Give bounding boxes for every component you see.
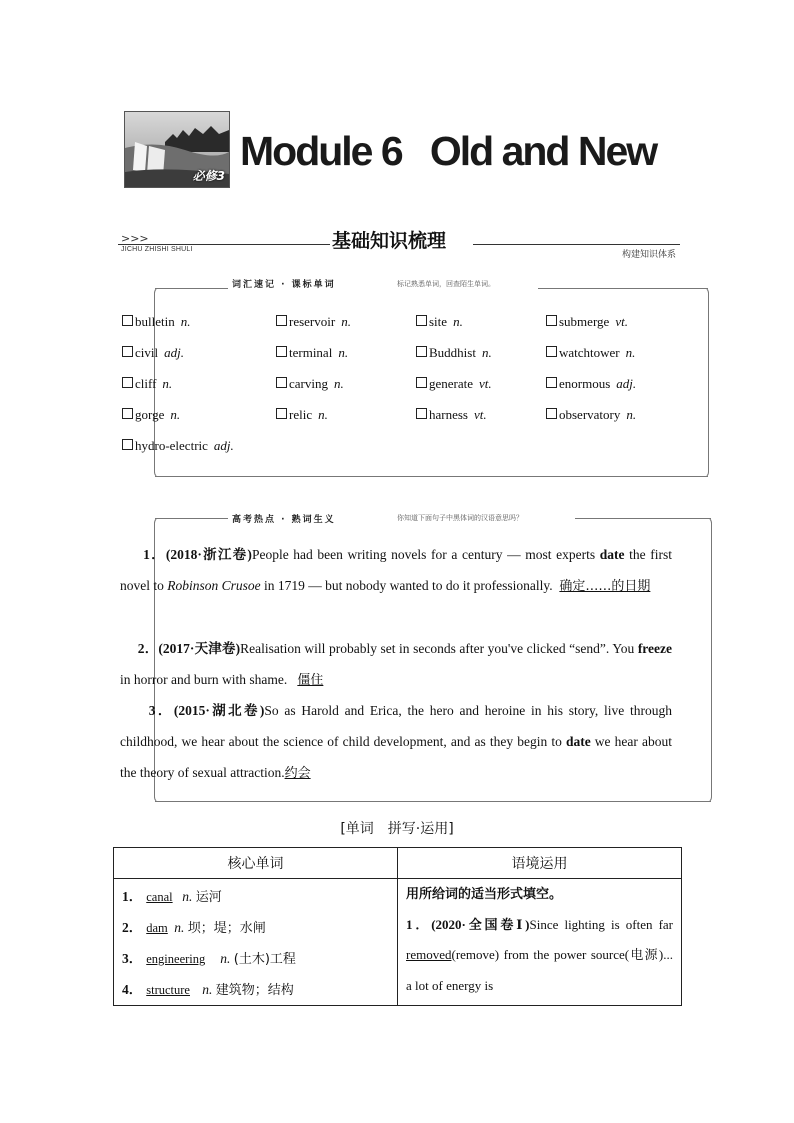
core-word-row (114, 912, 397, 943)
part-of-speech: n. (453, 314, 463, 329)
hot-note: 你知道下面句子中黑体词的汉语意思吗？ (397, 514, 523, 522)
section-pinyin: JICHU ZHISHI SHULI (121, 246, 193, 253)
item-source: (2017·天津卷) (158, 641, 241, 656)
part-of-speech: n. (481, 345, 492, 360)
bold-word: freeze (637, 641, 673, 656)
vocab-word: submerge (559, 314, 610, 329)
bold-word: date (565, 734, 591, 749)
part-of-speech: n. (318, 407, 328, 422)
row-number: 4． (122, 982, 143, 997)
part-of-speech: vt. (479, 376, 492, 391)
checkbox-icon[interactable] (416, 346, 427, 357)
part-of-speech: n. (626, 407, 637, 422)
chevron-icon: >>> (121, 232, 149, 245)
meaning: (土木)工程 (233, 952, 296, 967)
item-number: 1． (143, 547, 166, 562)
vocab-item (122, 376, 172, 392)
vocab-word: relic (289, 407, 313, 422)
part-of-speech: n. (338, 345, 349, 360)
item-answer: 僵住 (297, 673, 324, 688)
part-of-speech: n. (182, 889, 193, 904)
vocab-word: generate (429, 376, 474, 391)
row-number: 1． (122, 889, 143, 904)
part-of-speech: n. (220, 951, 231, 966)
item-source: (2018·浙江卷) (165, 547, 252, 562)
part-of-speech: n. (341, 314, 351, 329)
checkbox-icon[interactable] (416, 377, 427, 388)
checkbox-icon[interactable] (122, 315, 133, 326)
vocab-word: terminal (289, 345, 333, 360)
col-header-context: 语境运用 (398, 848, 682, 879)
item-number: 3． (148, 703, 174, 718)
vocab-word: harness (429, 407, 468, 422)
checkbox-icon[interactable] (276, 377, 287, 388)
section-right-label: 构建知识体系 (621, 250, 676, 260)
core-words-cell (114, 879, 398, 1006)
core-word: engineering (146, 952, 206, 966)
vocab-word: cliff (135, 376, 157, 391)
vocab-word: watchtower (559, 345, 620, 360)
part-of-speech: n. (180, 314, 191, 329)
checkbox-icon[interactable] (122, 377, 133, 388)
item-text: in horror and burn with shame. (120, 672, 288, 687)
vocab-item (416, 314, 463, 330)
checkbox-icon[interactable] (276, 408, 287, 419)
col-header-core: 核心单词 (114, 848, 398, 879)
part-of-speech: n. (202, 982, 213, 997)
part-of-speech: n. (333, 376, 344, 391)
item-text: People had been writing novels for a century — most experts (251, 547, 600, 562)
part-of-speech: n. (174, 920, 185, 935)
vocab-word: reservoir (289, 314, 336, 329)
ctx-zh: 电源 (629, 948, 659, 963)
vocab-item (276, 314, 351, 330)
ctx-text: )... a lot of energy is (406, 947, 673, 993)
part-of-speech: n. (162, 376, 173, 391)
item-number: 2． (137, 641, 159, 656)
italic-title: Robinson Crusoe (167, 578, 261, 593)
vocab-word: gorge (135, 407, 165, 422)
vocab-item (276, 376, 344, 392)
vocab-item (416, 345, 492, 361)
context-instruction: 用所给词的适当形式填空。 (406, 887, 563, 902)
vocab-item (546, 345, 635, 361)
part-of-speech: vt. (474, 407, 487, 422)
hot-item-1 (120, 539, 672, 602)
section-title: 基础知识梳理 (332, 230, 447, 252)
vocab-item (546, 314, 628, 330)
vocab-word: Buddhist (429, 345, 476, 360)
ctx-text: Since lighting is often far (529, 917, 673, 932)
vocab-item (122, 314, 190, 330)
checkbox-icon[interactable] (416, 408, 427, 419)
vocab-item (122, 438, 234, 454)
checkbox-icon[interactable] (416, 315, 427, 326)
vocab-word: site (429, 314, 448, 329)
ctx-answer: removed (406, 947, 452, 962)
core-word-row (114, 881, 397, 912)
vocab-word: observatory (559, 407, 621, 422)
core-word: structure (146, 983, 190, 997)
row-number: 3． (122, 951, 143, 966)
core-word-row (114, 974, 397, 1005)
vocab-item (416, 376, 492, 392)
vocab-item (122, 407, 180, 423)
item-text: So as Harold and Erica, the hero and heroine in his story, live through childhood, we hear about the science of child development, and as they begin to (120, 703, 673, 749)
core-word: canal (146, 890, 173, 904)
vocab-item (546, 376, 636, 392)
vocab-item (276, 345, 348, 361)
vocab-item (546, 407, 636, 423)
checkbox-icon[interactable] (122, 346, 133, 357)
part-of-speech: n. (170, 407, 181, 422)
checkbox-icon[interactable] (122, 439, 133, 450)
item-text: in 1719 — but nobody wanted to do it professionally. (260, 578, 553, 593)
ctx-text: (remove) from the power source( (451, 947, 630, 962)
module-title: Module 6 Old and New (240, 128, 657, 174)
core-word: dam (146, 921, 168, 935)
ctx-source: (2020·全国卷Ⅰ) (431, 917, 530, 932)
vocab-word: hydro-electric (135, 438, 208, 453)
meaning: 建筑物；结构 (215, 983, 294, 998)
item-answer: 约会 (284, 766, 311, 781)
part-of-speech: adj. (616, 376, 637, 391)
checkbox-icon[interactable] (276, 346, 287, 357)
textbook-badge: 必修3 (192, 169, 225, 183)
vocab-word: bulletin (135, 314, 175, 329)
checkbox-icon[interactable] (546, 408, 557, 419)
vocab-note: 标记熟悉单词，回查陌生单词。 (397, 280, 495, 288)
module-cover-image (124, 111, 230, 188)
item-text: the first novel to (120, 547, 673, 593)
vocab-item (122, 345, 184, 361)
ctx-number: 1． (406, 917, 432, 932)
hot-item-2 (120, 633, 672, 696)
core-word-row (114, 943, 397, 974)
vocab-word: civil (135, 345, 159, 360)
checkbox-icon[interactable] (546, 315, 557, 326)
spelling-table (113, 847, 682, 1006)
checkbox-icon[interactable] (546, 377, 557, 388)
item-text: Realisation will probably set in seconds after you've clicked “send”. You (240, 641, 638, 656)
vocab-item (276, 407, 328, 423)
part-of-speech: vt. (615, 314, 628, 329)
part-of-speech: n. (625, 345, 636, 360)
vocab-word: enormous (559, 376, 611, 391)
vocab-word: carving (289, 376, 328, 391)
part-of-speech: adj. (213, 438, 234, 453)
bold-word: date (599, 547, 625, 562)
section-band (118, 222, 680, 262)
vocab-item (416, 407, 487, 423)
context-cell (398, 879, 682, 1006)
hot-item-3 (120, 695, 672, 789)
checkbox-icon[interactable] (546, 346, 557, 357)
divider (473, 244, 680, 245)
spelling-subtitle: [单词 拼写·运用] (340, 821, 454, 837)
divider (118, 244, 330, 245)
meaning: 运河 (195, 890, 222, 905)
checkbox-icon[interactable] (122, 408, 133, 419)
hot-heading: 高考热点 · 熟词生义 (229, 512, 339, 525)
vocab-heading: 词汇速记 · 课标单词 (229, 277, 339, 290)
item-source: (2015·湖北卷) (173, 703, 265, 718)
row-number: 2． (122, 920, 143, 935)
meaning: 坝；堤；水闸 (187, 921, 266, 936)
item-answer: 确定……的日期 (559, 579, 651, 594)
checkbox-icon[interactable] (276, 315, 287, 326)
part-of-speech: adj. (164, 345, 184, 360)
item-text: we hear about the theory of sexual attraction. (120, 734, 672, 780)
